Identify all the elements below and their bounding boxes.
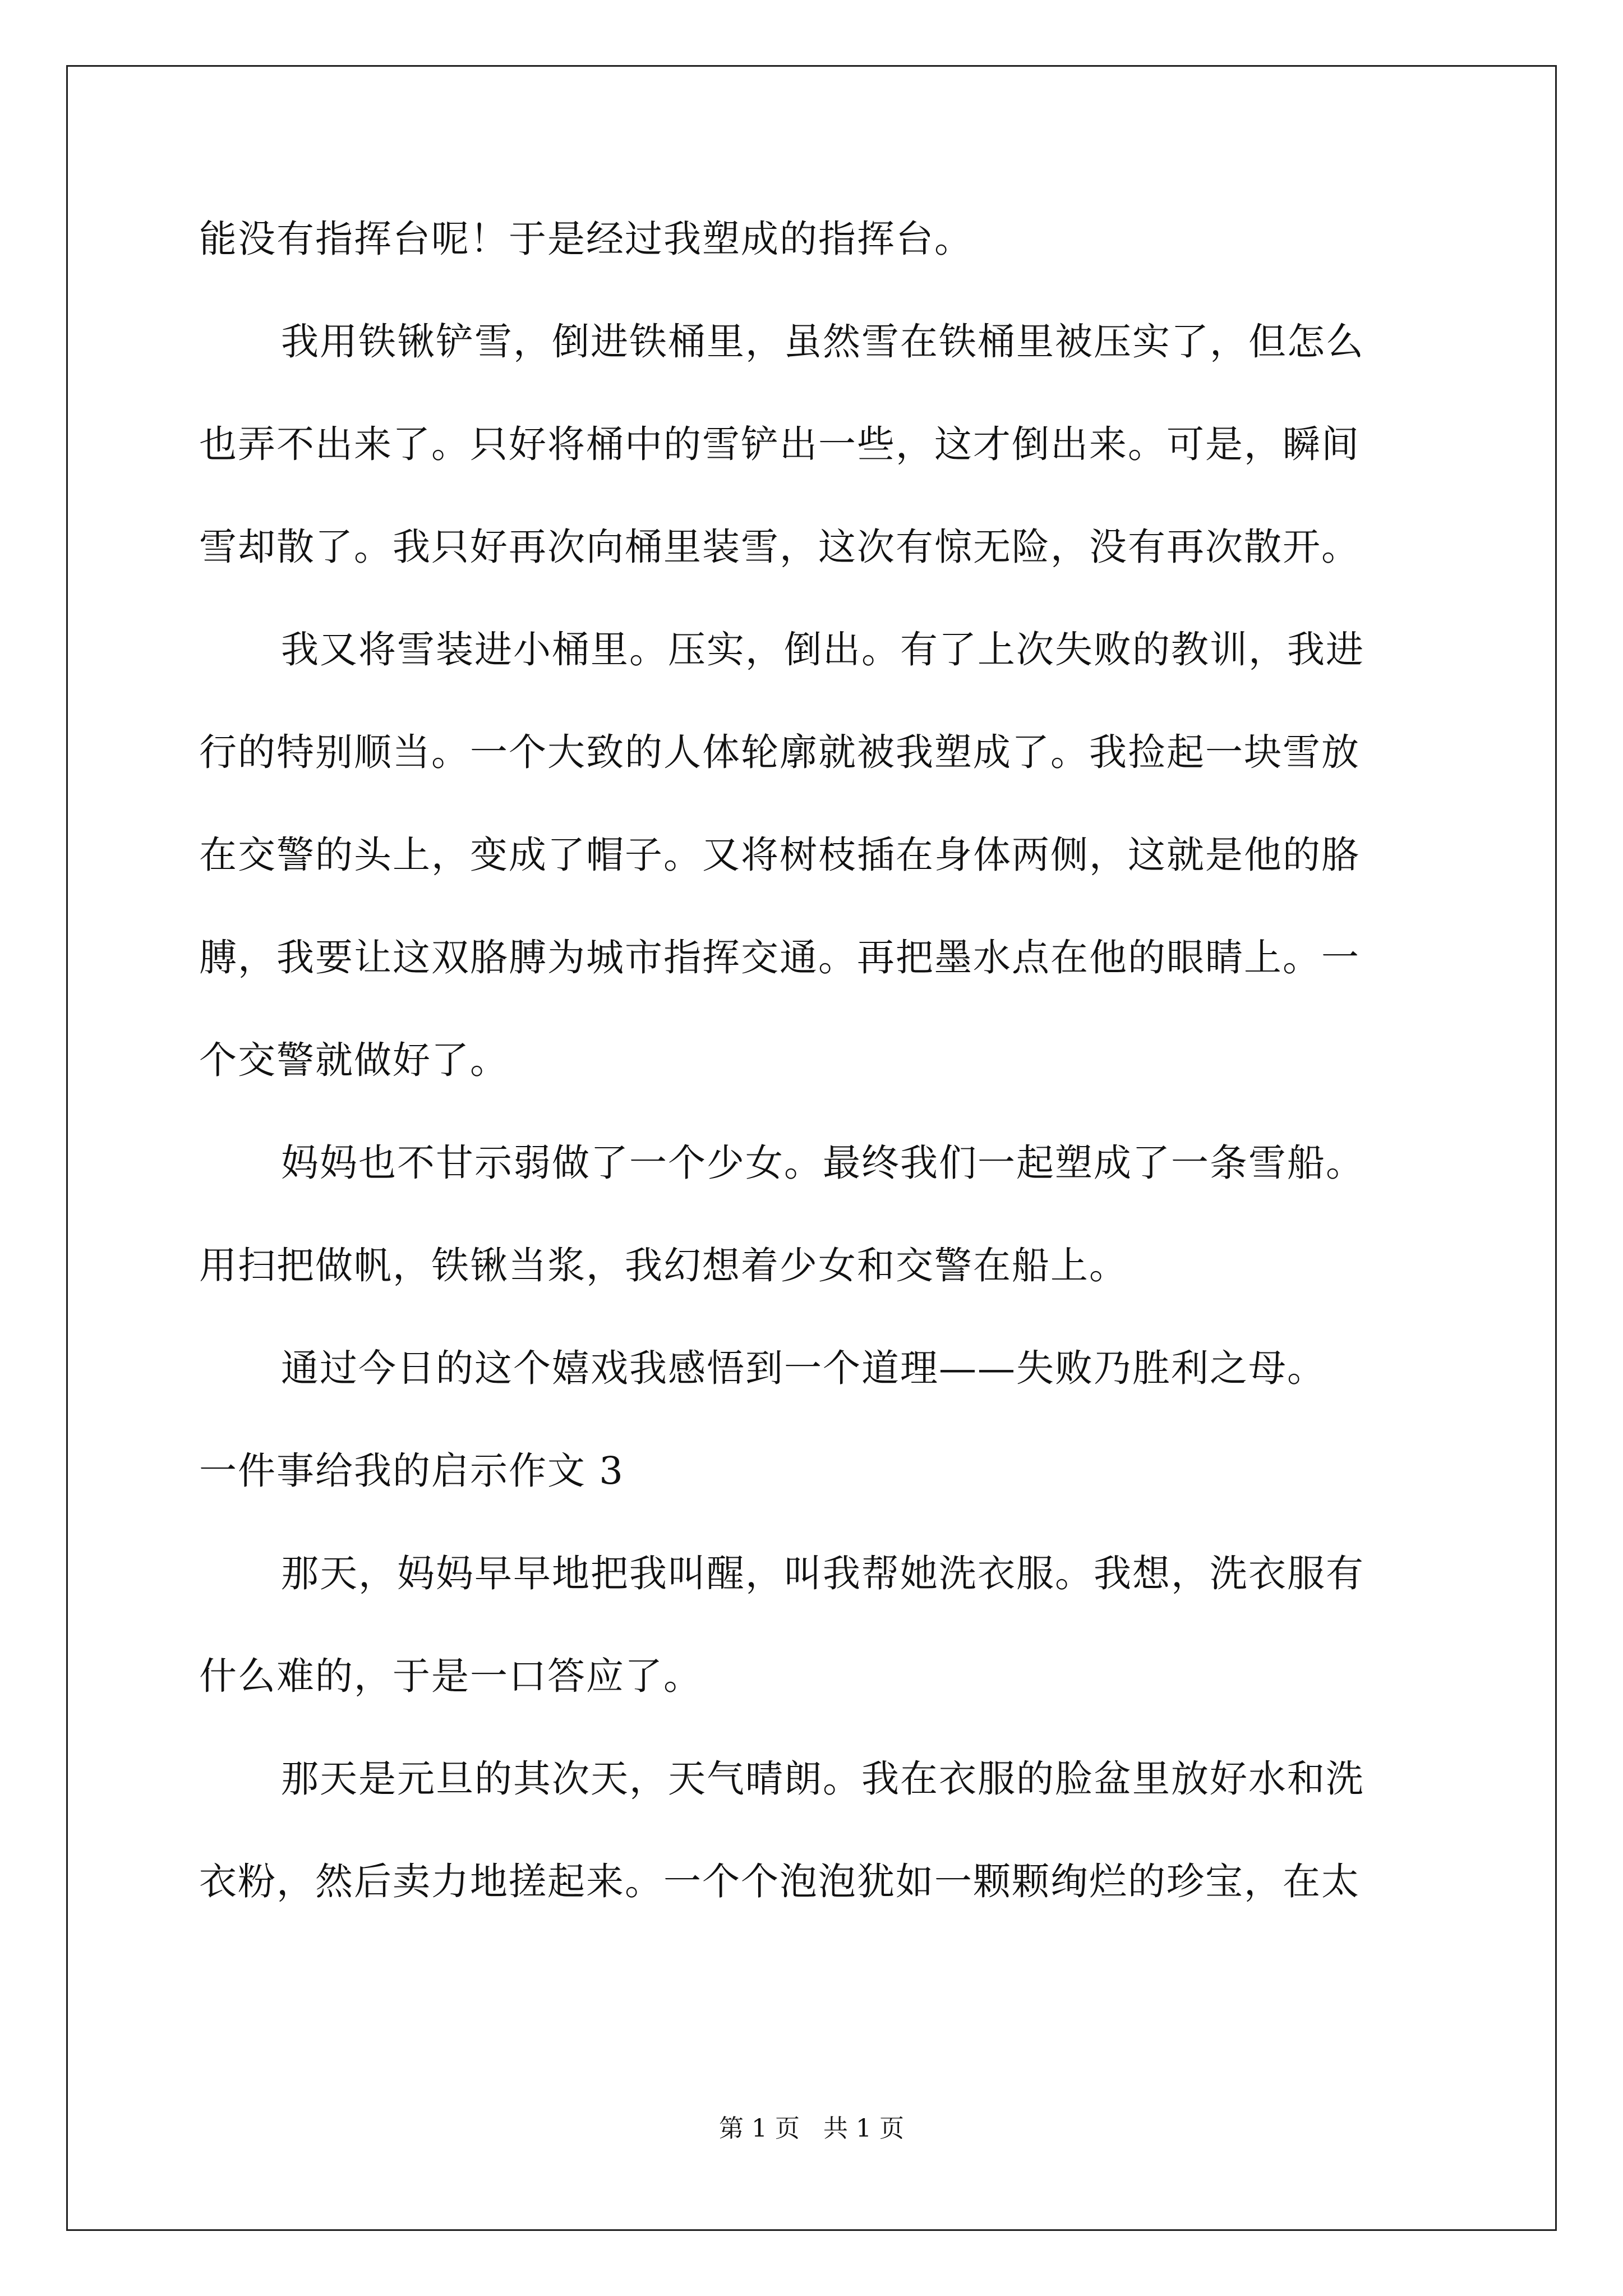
- text-line: 能没有指挥台呢！于是经过我塑成的指挥台。: [199, 217, 973, 261]
- paragraph-start-line: 我又将雪装进小桶里。压实，倒出。有了上次失败的教训，我进: [281, 628, 1364, 671]
- text-line: 什么难的，于是一口答应了。: [199, 1654, 702, 1698]
- text-line: 在交警的头上，变成了帽子。又将树枝插在身体两侧，这就是他的胳: [199, 833, 1360, 877]
- text-line: 雪却散了。我只好再次向桶里装雪，这次有惊无险，没有再次散开。: [199, 525, 1360, 569]
- text-line: 衣粉，然后卖力地搓起来。一个个泡泡犹如一颗颗绚烂的珍宝，在太: [199, 1860, 1360, 1903]
- text-line: 也弄不出来了。只好将桶中的雪铲出一些，这才倒出来。可是，瞬间: [199, 422, 1360, 466]
- page-footer: 第 1 页 共 1 页: [719, 2114, 904, 2143]
- section-heading: 一件事给我的启示作文 3: [199, 1449, 624, 1493]
- text-line: 个交警就做好了。: [199, 1038, 509, 1082]
- text-line: 用扫把做帆，铁锹当浆，我幻想着少女和交警在船上。: [199, 1244, 1128, 1287]
- paragraph-start-line: 那天是元旦的其次天，天气晴朗。我在衣服的脸盆里放好水和洗: [281, 1757, 1364, 1801]
- paragraph-start-line: 妈妈也不甘示弱做了一个少女。最终我们一起塑成了一条雪船。: [281, 1141, 1364, 1185]
- paragraph-start-line: 我用铁锹铲雪，倒进铁桶里，虽然雪在铁桶里被压实了，但怎么: [281, 320, 1364, 364]
- text-line: 行的特别顺当。一个大致的人体轮廓就被我塑成了。我捡起一块雪放: [199, 730, 1360, 774]
- text-line: 膊，我要让这双胳膊为城市指挥交通。再把墨水点在他的眼睛上。一: [199, 936, 1360, 979]
- paragraph-start-line: 那天，妈妈早早地把我叫醒，叫我帮她洗衣服。我想，洗衣服有: [281, 1552, 1364, 1595]
- paragraph-start-line: 通过今日的这个嬉戏我感悟到一个道理——失败乃胜利之母。: [281, 1346, 1326, 1390]
